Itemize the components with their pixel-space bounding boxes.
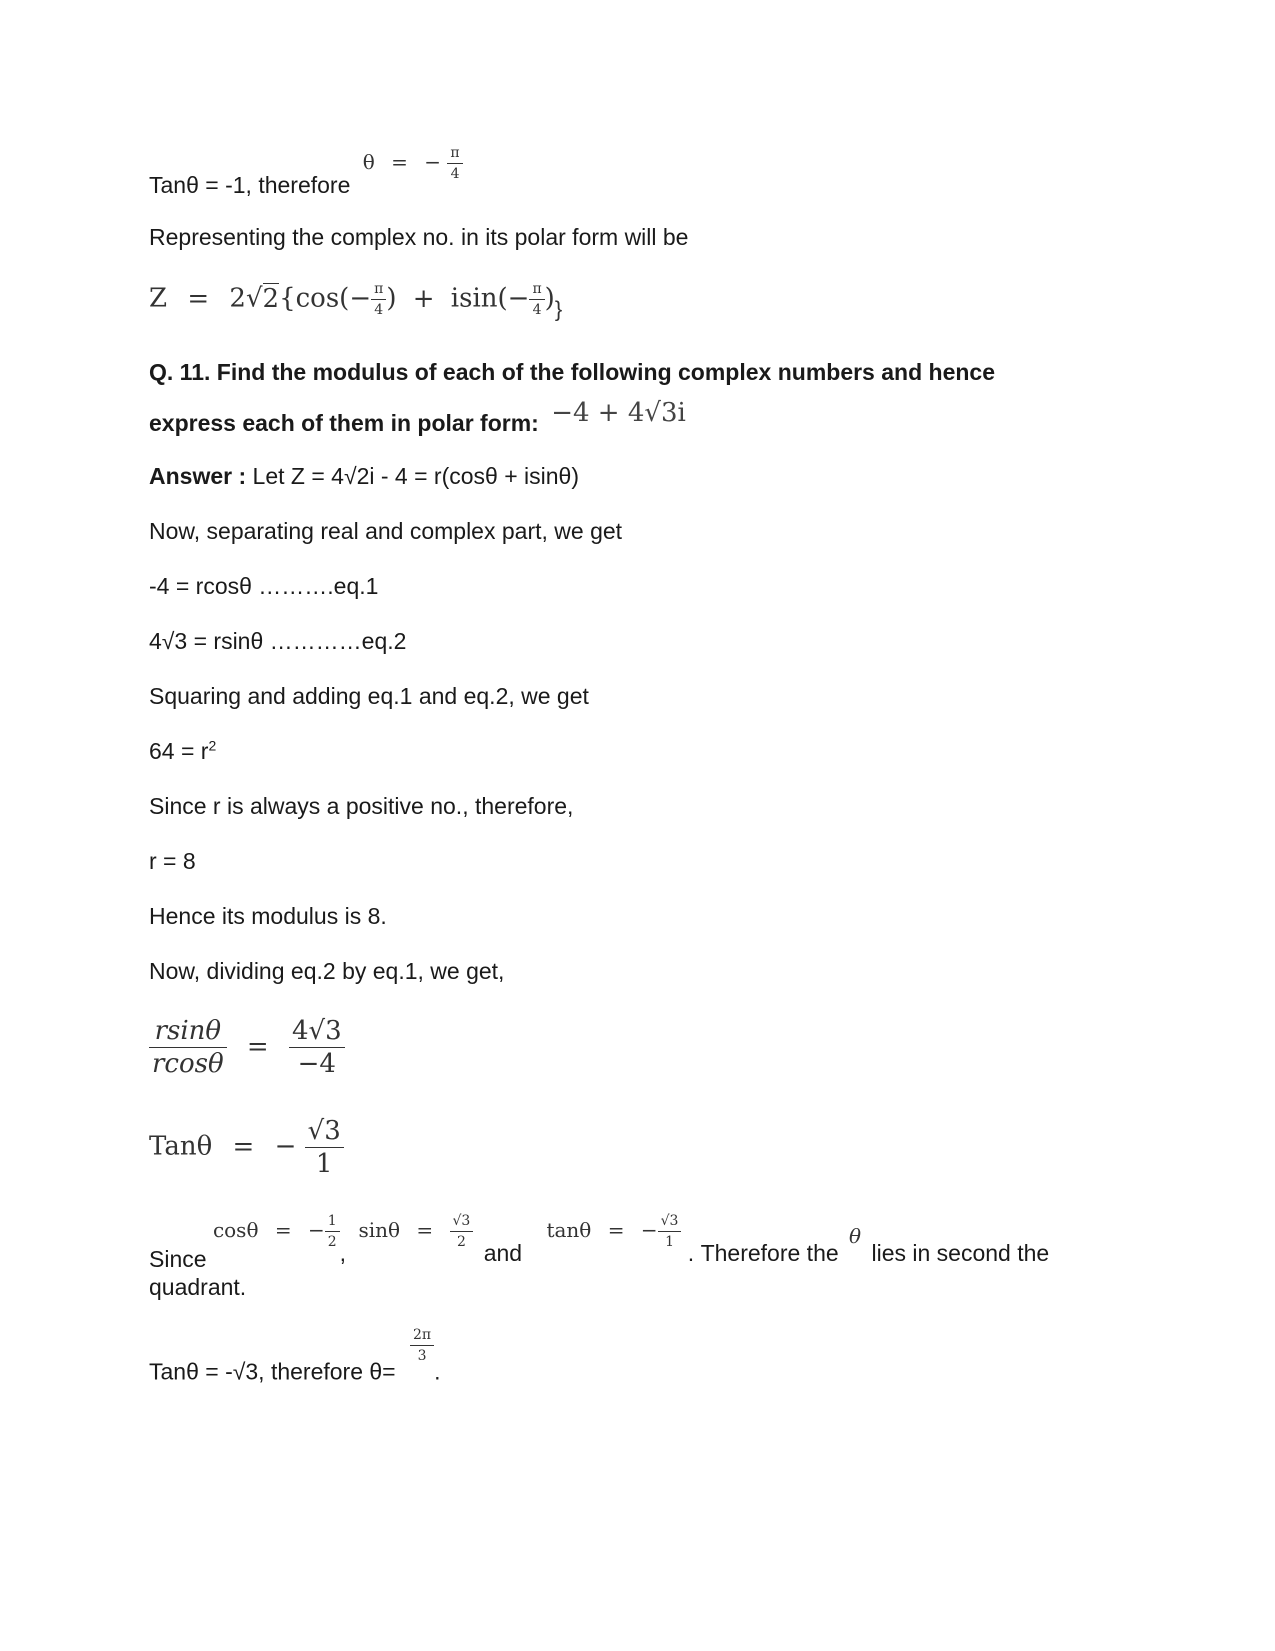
root3-over-1: $\frac{√3}{1}$ [305, 1118, 344, 1177]
pi-over-4-fraction: $\frac{\pi}{4}$ [371, 282, 386, 317]
line-text: Tanθ = -1, therefore [149, 172, 351, 198]
modulus-result: Hence its modulus is 8. [149, 903, 387, 929]
sin-theta-value: sinθ = $\frac{√3}{2}$ [358, 1218, 479, 1242]
theta-equation: θ = − $\frac{\pi}{4}$ [363, 150, 463, 174]
2pi-over-3-fraction: $\frac{2\pi}{3}$ [410, 1328, 434, 1363]
polar-form-intro: Representing the complex no. in its polar form will be [149, 224, 689, 250]
question-expression: −4 + 4√3i [551, 398, 686, 428]
equation-1: -4 = rcosθ ……….eq.1 [149, 573, 379, 599]
answer-line: Answer : Let Z = 4√2i - 4 = r(cosθ + isinθ) [149, 463, 579, 489]
quadrant-line: quadrant. [149, 1274, 247, 1300]
pi-over-4-fraction: $\frac{\pi}{4}$ [529, 282, 544, 317]
equation-2: 4√3 = rsinθ …………eq.2 [149, 628, 407, 654]
step-line: Since r is always a positive no., therefore, [149, 793, 574, 819]
question-heading-line1: Q. 11. Find the modulus of each of the following complex numbers and hence [149, 359, 995, 385]
4root3-over-minus4: $\frac{4√3}{-4}$ [289, 1018, 345, 1077]
tan-theta-equation: Tanθ = − $\frac{√3}{1}$ [149, 1118, 344, 1177]
r-value: r = 8 [149, 848, 196, 874]
r-squared-line: $64 = r^2$ [149, 737, 217, 764]
ratio-equation: $\frac{rsin\theta}{rcos\theta}$ = $\frac{4√3}{-4}$ [149, 1018, 345, 1077]
tan-minus-one-line [149, 146, 463, 199]
cos-theta-value: cosθ = − $\frac{1}{2}$ [213, 1218, 340, 1242]
step-line: Now, separating real and complex part, we get [149, 518, 623, 544]
question-heading-line2: express each of them in polar form: −4 + 4√3i [149, 398, 686, 436]
tan-theta-value: tanθ = − $\frac{√3}{1}$ [546, 1218, 687, 1242]
polar-form-equation: Z = 2√2{cos(− $\frac{\pi}{4}$ ) + isin(− $\frac{\pi}{4}$ )$_{\}}$ [149, 281, 563, 322]
pi-over-4-fraction: $\frac{\pi}{4}$ [447, 146, 462, 181]
rsin-over-rcos: $\frac{rsin\theta}{rcos\theta}$ [149, 1018, 227, 1077]
final-theta-line: Tanθ = -√3, therefore θ= $\frac{2\pi}{3}$ . [149, 1327, 441, 1385]
step-line: Squaring and adding eq.1 and eq.2, we get [149, 683, 589, 709]
since-line: Since cosθ = − $\frac{1}{2}$ , sinθ = $\frac{√3}{2}$ and tanθ = − $\frac{√3}{1}$ . Therefore the θ lies in second the [149, 1213, 1050, 1272]
step-line: Now, dividing eq.2 by eq.1, we get, [149, 958, 505, 984]
